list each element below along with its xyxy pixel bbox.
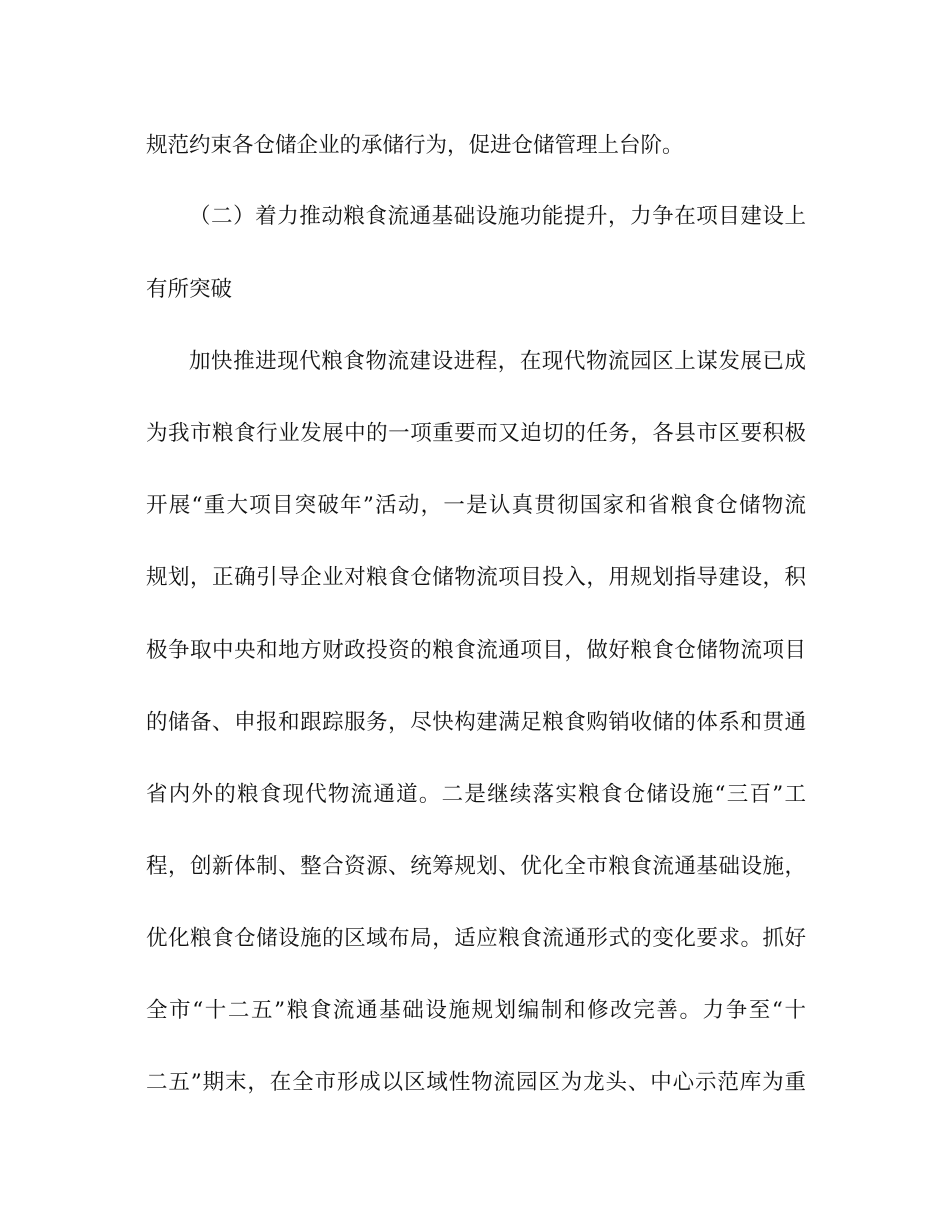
paragraph-line: 的储备、申报和跟踪服务，尽快构建满足粮食购销收储的体系和贯通 (146, 710, 806, 735)
paragraph-line: 二五”期末，在全市形成以区域性物流园区为龙头、中心示范库为重 (146, 1070, 806, 1095)
paragraph-line: 为我市粮食行业发展中的一项重要而又迫切的任务，各县市区要积极 (146, 421, 806, 446)
paragraph-line: 开展“重大项目突破年”活动，一是认真贯彻国家和省粮食仓储物流 (146, 493, 806, 518)
paragraph-line: 省内外的粮食现代物流通道。二是继续落实粮食仓储设施“三百”工 (146, 782, 806, 807)
paragraph-line: 极争取中央和地方财政投资的粮食流通项目，做好粮食仓储物流项目 (146, 638, 806, 663)
paragraph-line: 规范约束各仓储企业的承储行为，促进仓储管理上台阶。 (146, 133, 684, 158)
paragraph-line: 规划，正确引导企业对粮食仓储物流项目投入，用规划指导建设，积 (146, 565, 806, 590)
section-heading-line: 有所突破 (146, 277, 233, 302)
section-heading-line: （二）着力推动粮食流通基础设施功能提升，力争在项目建设上 (189, 204, 806, 229)
paragraph-line: 优化粮食仓储设施的区域布局，适应粮食流通形式的变化要求。抓好 (146, 926, 806, 951)
paragraph-line: 程，创新体制、整合资源、统筹规划、优化全市粮食流通基础设施， (146, 854, 806, 879)
paragraph-line: 全市“十二五”粮食流通基础设施规划编制和修改完善。力争至“十 (146, 998, 806, 1023)
paragraph-line: 加快推进现代粮食物流建设进程，在现代物流园区上谋发展已成 (189, 349, 806, 374)
